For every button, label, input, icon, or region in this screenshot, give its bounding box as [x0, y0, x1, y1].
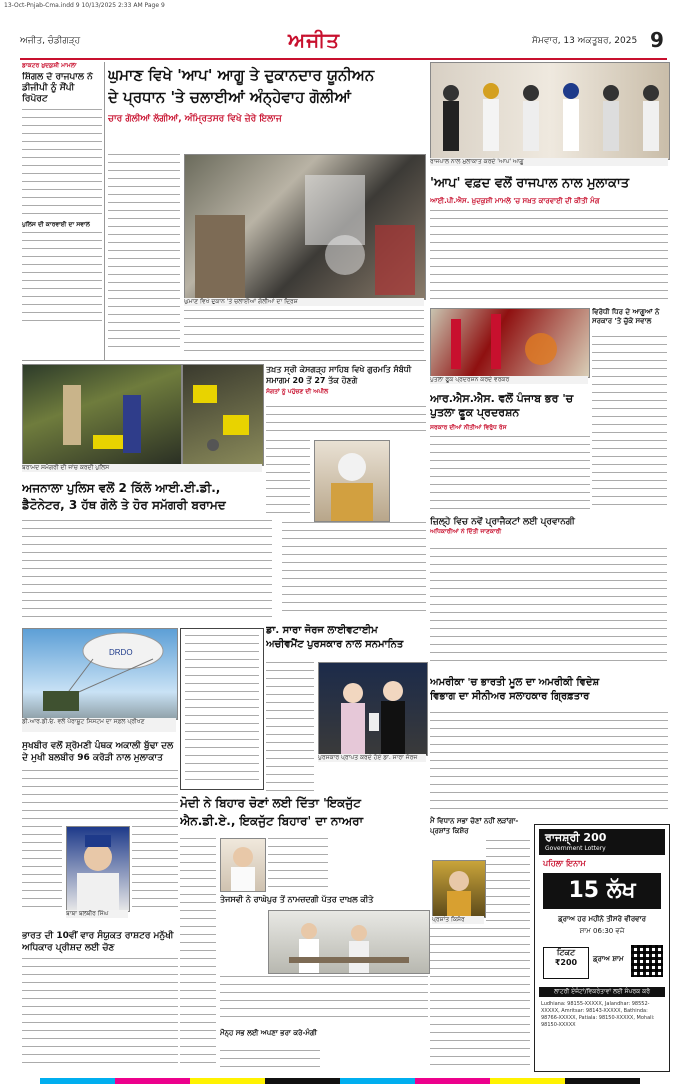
aap-meeting-photo [430, 62, 670, 160]
lead-headline-line-2: ਦੇ ਪ੍ਰਧਾਨ 'ਤੇ ਚਲਾਈਆਂ ਅੰਨ੍ਹੇਵਾਹ ਗੋਲੀਆਂ [108, 88, 351, 106]
ad-brand-bar [539, 829, 665, 855]
print-line: 13-Oct-Pnjab-Cma.indd 9 10/13/2025 2:33 AM Page 9 [4, 2, 165, 9]
right-column-story [592, 308, 667, 326]
protest-illustration [431, 309, 589, 377]
kishor-photo [432, 860, 486, 918]
us-arrest-headline-line-1: ਅਮਰੀਕਾ 'ਚ ਭਾਰਤੀ ਮੂਲ ਦਾ ਅਮਰੀਕੀ ਵਿਦੇਸ਼ [430, 677, 600, 688]
nomination-illustration [269, 911, 429, 973]
aap-photo-caption: ਰਾਜਪਾਲ ਨਾਲ ਮੁਲਾਕਾਤ ਕਰਦੇ 'ਆਪ' ਆਗੂ [430, 158, 668, 166]
protest-caption: ਪੁਤਲਾ ਫੂਕ ਪ੍ਰਦਰਸ਼ਨ ਕਰਦੇ ਵਰਕਰ [430, 376, 588, 384]
gurdwara-body-text-2 [266, 440, 310, 520]
ad-draw-schedule: ਡ੍ਰਾਅ ਹਰ ਮਹੀਨੇ ਤੀਸਰੇ ਵੀਰਵਾਰ [558, 915, 646, 923]
gurdwara-body-text-3 [282, 522, 426, 618]
mid-red-subhead: ਅਧਿਕਾਰੀਆਂ ਨੇ ਦਿੱਤੀ ਜਾਣਕਾਰੀ [430, 528, 502, 535]
ajnala-photo-2 [182, 364, 264, 466]
sukhbir-body-text [22, 770, 178, 820]
portrait-illustration [221, 839, 265, 891]
modi-headline-line-1: ਮੋਦੀ ਨੇ ਬਿਹਾਰ ਚੋਣਾਂ ਲਈ ਦਿੱਤਾ 'ਇਕਜੁੱਟ [180, 796, 361, 810]
us-arrest-headline-line-2: ਵਿਭਾਗ ਦਾ ਸੀਨੀਅਰ ਸਲਾਹਕਾਰ ਗ੍ਰਿਫ਼ਤਾਰ [430, 691, 590, 702]
gurdwara-body-text [266, 406, 426, 436]
masthead-date: ਸੋਮਵਾਰ, 13 ਅਕਤੂਬਰ, 2025 [532, 36, 638, 46]
tejashwi-headline: ਤੇਜਸਵੀ ਨੇ ਰਾਘੋਪੁਰ ਤੋਂ ਨਾਮਜ਼ਦਗੀ ਪੱਤਰ ਦਾਖ਼ਲ ਕੀਤੇ [220, 895, 374, 904]
modi-body-text [180, 838, 216, 1068]
portrait-illustration [433, 861, 485, 917]
ad-prize-tag: ਪਹਿਲਾ ਇਨਾਮ [543, 859, 586, 868]
sara-body-text [266, 662, 314, 792]
middle-boxed-story [180, 628, 264, 790]
kishor-body-text-2 [430, 928, 530, 1068]
modi-body-text-2 [268, 838, 328, 890]
lead-body-text-2 [184, 310, 424, 356]
gurdwara-story [266, 364, 426, 396]
sukhbir-headline: ਸੁਖਬੀਰ ਵਲੋਂ ਸ਼੍ਰੋਮਣੀ ਪੰਥਕ ਅਕਾਲੀ ਬੁੱਢਾ ਦਲ ਦੇ ਮੁਖੀ ਬਲਬੀਰ 96 ਕਰੋੜੀ ਨਾਲ ਮੁਲਾਕਾਤ [22, 741, 174, 763]
gurdwara-subhead: ਸੰਗਤਾਂ ਨੂੰ ਪਹੁੰਚਣ ਦੀ ਅਪੀਲ [266, 388, 329, 395]
modi-headline-line-2: ਐਨ.ਡੀ.ਏ., ਇਕਜੁੱਟ ਬਿਹਾਰ' ਦਾ ਨਾਅਰਾ [180, 814, 364, 828]
group-photo-illustration [431, 63, 669, 159]
un-headline: ਭਾਰਤ ਦੀ 10ਵੀਂ ਵਾਰ ਸੰਯੁਕਤ ਰਾਸ਼ਟਰ ਮਨੁੱਖੀ ਅਧਿਕਾਰ ਪ੍ਰੀਸ਼ਦ ਲਈ ਚੋਣ [22, 931, 174, 953]
sara-headline-line-2: ਅਚੀਵਮੈਂਟ ਪੁਰਸਕਾਰ ਨਾਲ ਸਨਮਾਨਿਤ [266, 639, 404, 650]
award-ceremony-illustration [319, 663, 427, 755]
sara-headline-line-1: ਡਾ. ਸਾਰਾ ਜੋਰਜ ਲਾਈਵਟਾਈਮ [266, 625, 378, 636]
ajnala-photo-caption: ਬਰਾਮਦ ਸਮੱਗਰੀ ਦੀ ਜਾਂਚ ਕਰਦੀ ਪੁਲਿਸ [22, 464, 262, 472]
small-headline: ਮੌਨ੍ਹ ਸਭ ਲਈ ਅਪਣਾ ਭਰਾ ਕਰੇ-ਮੰਗੀ [220, 1029, 317, 1037]
right-body-text [592, 336, 667, 512]
protest-photo [430, 308, 590, 378]
aap-headline: 'ਆਪ' ਵਫ਼ਦ ਵਲੋਂ ਰਾਜਪਾਲ ਨਾਲ ਮੁਲਾਕਾਤ [430, 176, 630, 191]
left-kicker: ਡਾਕਟਰ ਖ਼ੁਦਕੁਸ਼ੀ ਮਾਮਲਾ [22, 62, 77, 69]
print-color-bar [40, 1078, 640, 1084]
kishor-caption: ਪ੍ਰਸ਼ਾਂਤ ਕਿਸ਼ੋਰ [432, 916, 484, 924]
left-column-story [22, 62, 102, 322]
lead-photo [184, 154, 426, 300]
lead-story-head [108, 64, 426, 154]
kishor-headline: ਮੈਂ ਵਿਧਾਨ ਸਭਾ ਚੋਣਾਂ ਨਹੀਂ ਲੜਾਂਗਾ- ਪ੍ਰਸ਼ਾਂਤ ਕਿਸ਼ੋਰ [430, 817, 519, 835]
portrait-illustration [67, 827, 129, 911]
recovered-items-illustration [183, 365, 263, 465]
us-arrest-body-text [430, 712, 668, 812]
drdo-caption: ਡੀ.ਆਰ.ਡੀ.ਓ. ਵਲੋਂ ਪੈਰਾਸ਼ੂਟ ਸਿਸਟਮ ਦਾ ਸਫ਼ਲ ਪ੍ਰੀਖਣ [22, 718, 176, 732]
ad-ticket-box[interactable] [543, 947, 589, 979]
lead-photo-caption: ਘੁਮਾਣ ਵਿਖੇ ਦੁਕਾਨ 'ਤੇ ਚਲਾਈਆਂ ਗੋਲੀਆਂ ਦਾ ਦ੍ਰਿਸ਼ [184, 298, 424, 306]
sukhbir-body-text-3 [132, 826, 178, 910]
gurdwara-portrait [314, 440, 390, 522]
left-body-text [22, 109, 102, 219]
protest-headline: ਆਰ.ਐਸ.ਐਸ. ਵਲੋਂ ਪੰਜਾਬ ਭਰ 'ਚ ਪੁਤਲਾ ਫੂਕ ਪ੍ਰਦਰਸ਼ਨ [430, 392, 574, 419]
parachute-illustration [23, 629, 177, 719]
sukhbir-body-text-2 [22, 826, 62, 910]
left-body-text-2 [22, 232, 102, 322]
column-divider [104, 62, 105, 360]
ajnala-photo-1 [22, 364, 182, 466]
tejashwi-body-text [220, 976, 428, 1024]
un-body-text [22, 958, 178, 1068]
mid-red-body-text [430, 548, 667, 668]
right-headline: ਵਿਰੋਧੀ ਧਿਰ ਦੇ ਆਗੂਆਂ ਨੇ ਸਰਕਾਰ 'ਤੇ ਚੁੱਕੇ ਸਵਾਲ [592, 308, 660, 325]
section-divider [22, 360, 426, 361]
ad-brand: ਰਾਜਸ਼੍ਰੀ 200 [545, 831, 607, 844]
ad-draw-time: ਸ਼ਾਮ 06:30 ਵਜੇ [579, 927, 625, 935]
ad-brand-sub: Government Lottery [545, 845, 606, 852]
lottery-ad[interactable] [534, 824, 670, 1072]
sukhbir-photo [66, 826, 130, 912]
ad-shop-label: ਡ੍ਰਾਅ ਸ਼ਾਮ [593, 955, 624, 963]
page-number: 9 [650, 28, 664, 52]
parachute-label: DRDO [109, 648, 133, 657]
mid-red-headline: ਜ਼ਿਲ੍ਹੇ ਵਿਚ ਨਵੇਂ ਪ੍ਰਾਜੈਕਟਾਂ ਲਈ ਪ੍ਰਵਾਨਗੀ [430, 517, 575, 527]
mid-red-story [430, 516, 667, 536]
boxed-body-text [185, 635, 259, 785]
lead-headline-line-1: ਘੁਮਾਣ ਵਿਖੇ 'ਆਪ' ਆਗੂ ਤੇ ਦੁਕਾਨਦਾਰ ਯੂਨੀਅਨ [108, 66, 375, 84]
kishor-body-text [486, 840, 530, 924]
modi-photo [220, 838, 266, 892]
portrait-illustration [315, 441, 389, 521]
ad-footer-head: ਲਾਟਰੀ ਏਜੰਟਾਂ/ਵਿਕਰੇਤਾਵਾਂ ਲਈ ਸੰਪਰਕ ਕਰੋ [539, 987, 665, 997]
lead-subhead: ਚਾਰ ਗੋਲੀਆਂ ਲੱਗੀਆਂ, ਅੰਮ੍ਰਿਤਸਰ ਵਿਖੇ ਜ਼ੇਰੇ ਇਲਾਜ [108, 114, 282, 124]
left-headline: ਸ਼ਿੰਗਲ ਦੇ ਰਾਜਪਾਲ ਨੇ ਡੀਜੀਪੀ ਨੂੰ ਸੌਂਪੀ ਰਿਪੋਰਟ [22, 72, 93, 104]
aap-subhead: ਆਈ.ਪੀ.ਐਸ. ਖ਼ੁਦਕੁਸ਼ੀ ਮਾਮਲੇ 'ਚ ਸਖ਼ਤ ਕਾਰਵਾਈ ਦੀ ਕੀਤੀ ਮੰਗ [430, 197, 600, 205]
ad-footer-contacts: Ludhiana: 98155-XXXXX, Jalandhar: 98552-XXXXX, Amritsar: 98143-XXXXX, Bathinda: 98766-XXXXX, Patiala: 98150-XXXXX, Mohali: 98150-XXXXX [541, 1001, 655, 1028]
lead-body-text [108, 154, 180, 354]
drdo-photo [22, 628, 178, 720]
shop-interior-illustration [185, 155, 425, 299]
sara-award-photo [318, 662, 428, 756]
sara-photo-caption: ਪੁਰਸਕਾਰ ਪ੍ਰਾਪਤ ਕਰਦੇ ਹੋਏ ਡਾ. ਸਾਰਾ ਜੋਰਜ [318, 754, 426, 762]
ad-prize-amount: 15 ਲੱਖ [543, 873, 661, 909]
protest-body-text [430, 436, 590, 512]
masthead [0, 26, 687, 56]
sukhbir-photo-tag: ਬਾਬਾ ਬਲਬੀਰ ਸਿੰਘ [66, 910, 128, 918]
police-search-illustration [23, 365, 181, 465]
ad-ticket-label: ਟਿਕਟ [556, 948, 576, 957]
masthead-rule [20, 58, 667, 60]
protest-subhead: ਸਰਕਾਰ ਦੀਆਂ ਨੀਤੀਆਂ ਵਿਰੁੱਧ ਰੋਸ [430, 424, 507, 431]
gurdwara-headline: ਤਖ਼ਤ ਸ੍ਰੀ ਕੇਸਗੜ੍ਹ ਸਾਹਿਬ ਵਿਖੇ ਗੁਰਮਤਿ ਸੰਬੰਧੀ ਸਮਾਗਮ 20 ਤੋਂ 27 ਤੱਕ ਹੋਣਗੇ [266, 365, 412, 385]
masthead-logo: ਅਜੀਤ [288, 28, 341, 52]
ad-ticket-price: ₹200 [554, 958, 578, 967]
ajnala-headline-line-2: ਡੈਟੋਨੇਟਰ, 3 ਹੱਥ ਗੋਲੇ ਤੇ ਹੋਰ ਸਮੱਗਰੀ ਬਰਾਮਦ [22, 498, 226, 512]
masthead-city-label: ਅਜੀਤ, ਚੰਡੀਗੜ੍ਹ [20, 36, 81, 46]
tejashwi-photo [268, 910, 430, 974]
small-body-text [220, 1050, 320, 1070]
ajnala-headline-line-1: ਅਜਨਾਲਾ ਪੁਲਿਸ ਵਲੋਂ 2 ਕਿੱਲੋ ਆਈ.ਈ.ਡੀ., [22, 481, 221, 495]
ajnala-body-text [22, 520, 272, 620]
aap-body-text [430, 210, 668, 306]
left-subhead: ਪੁਲਿਸ ਦੀ ਕਾਰਵਾਈ ਦਾ ਸਵਾਲ [22, 221, 90, 228]
ad-qr-code[interactable] [631, 945, 663, 977]
